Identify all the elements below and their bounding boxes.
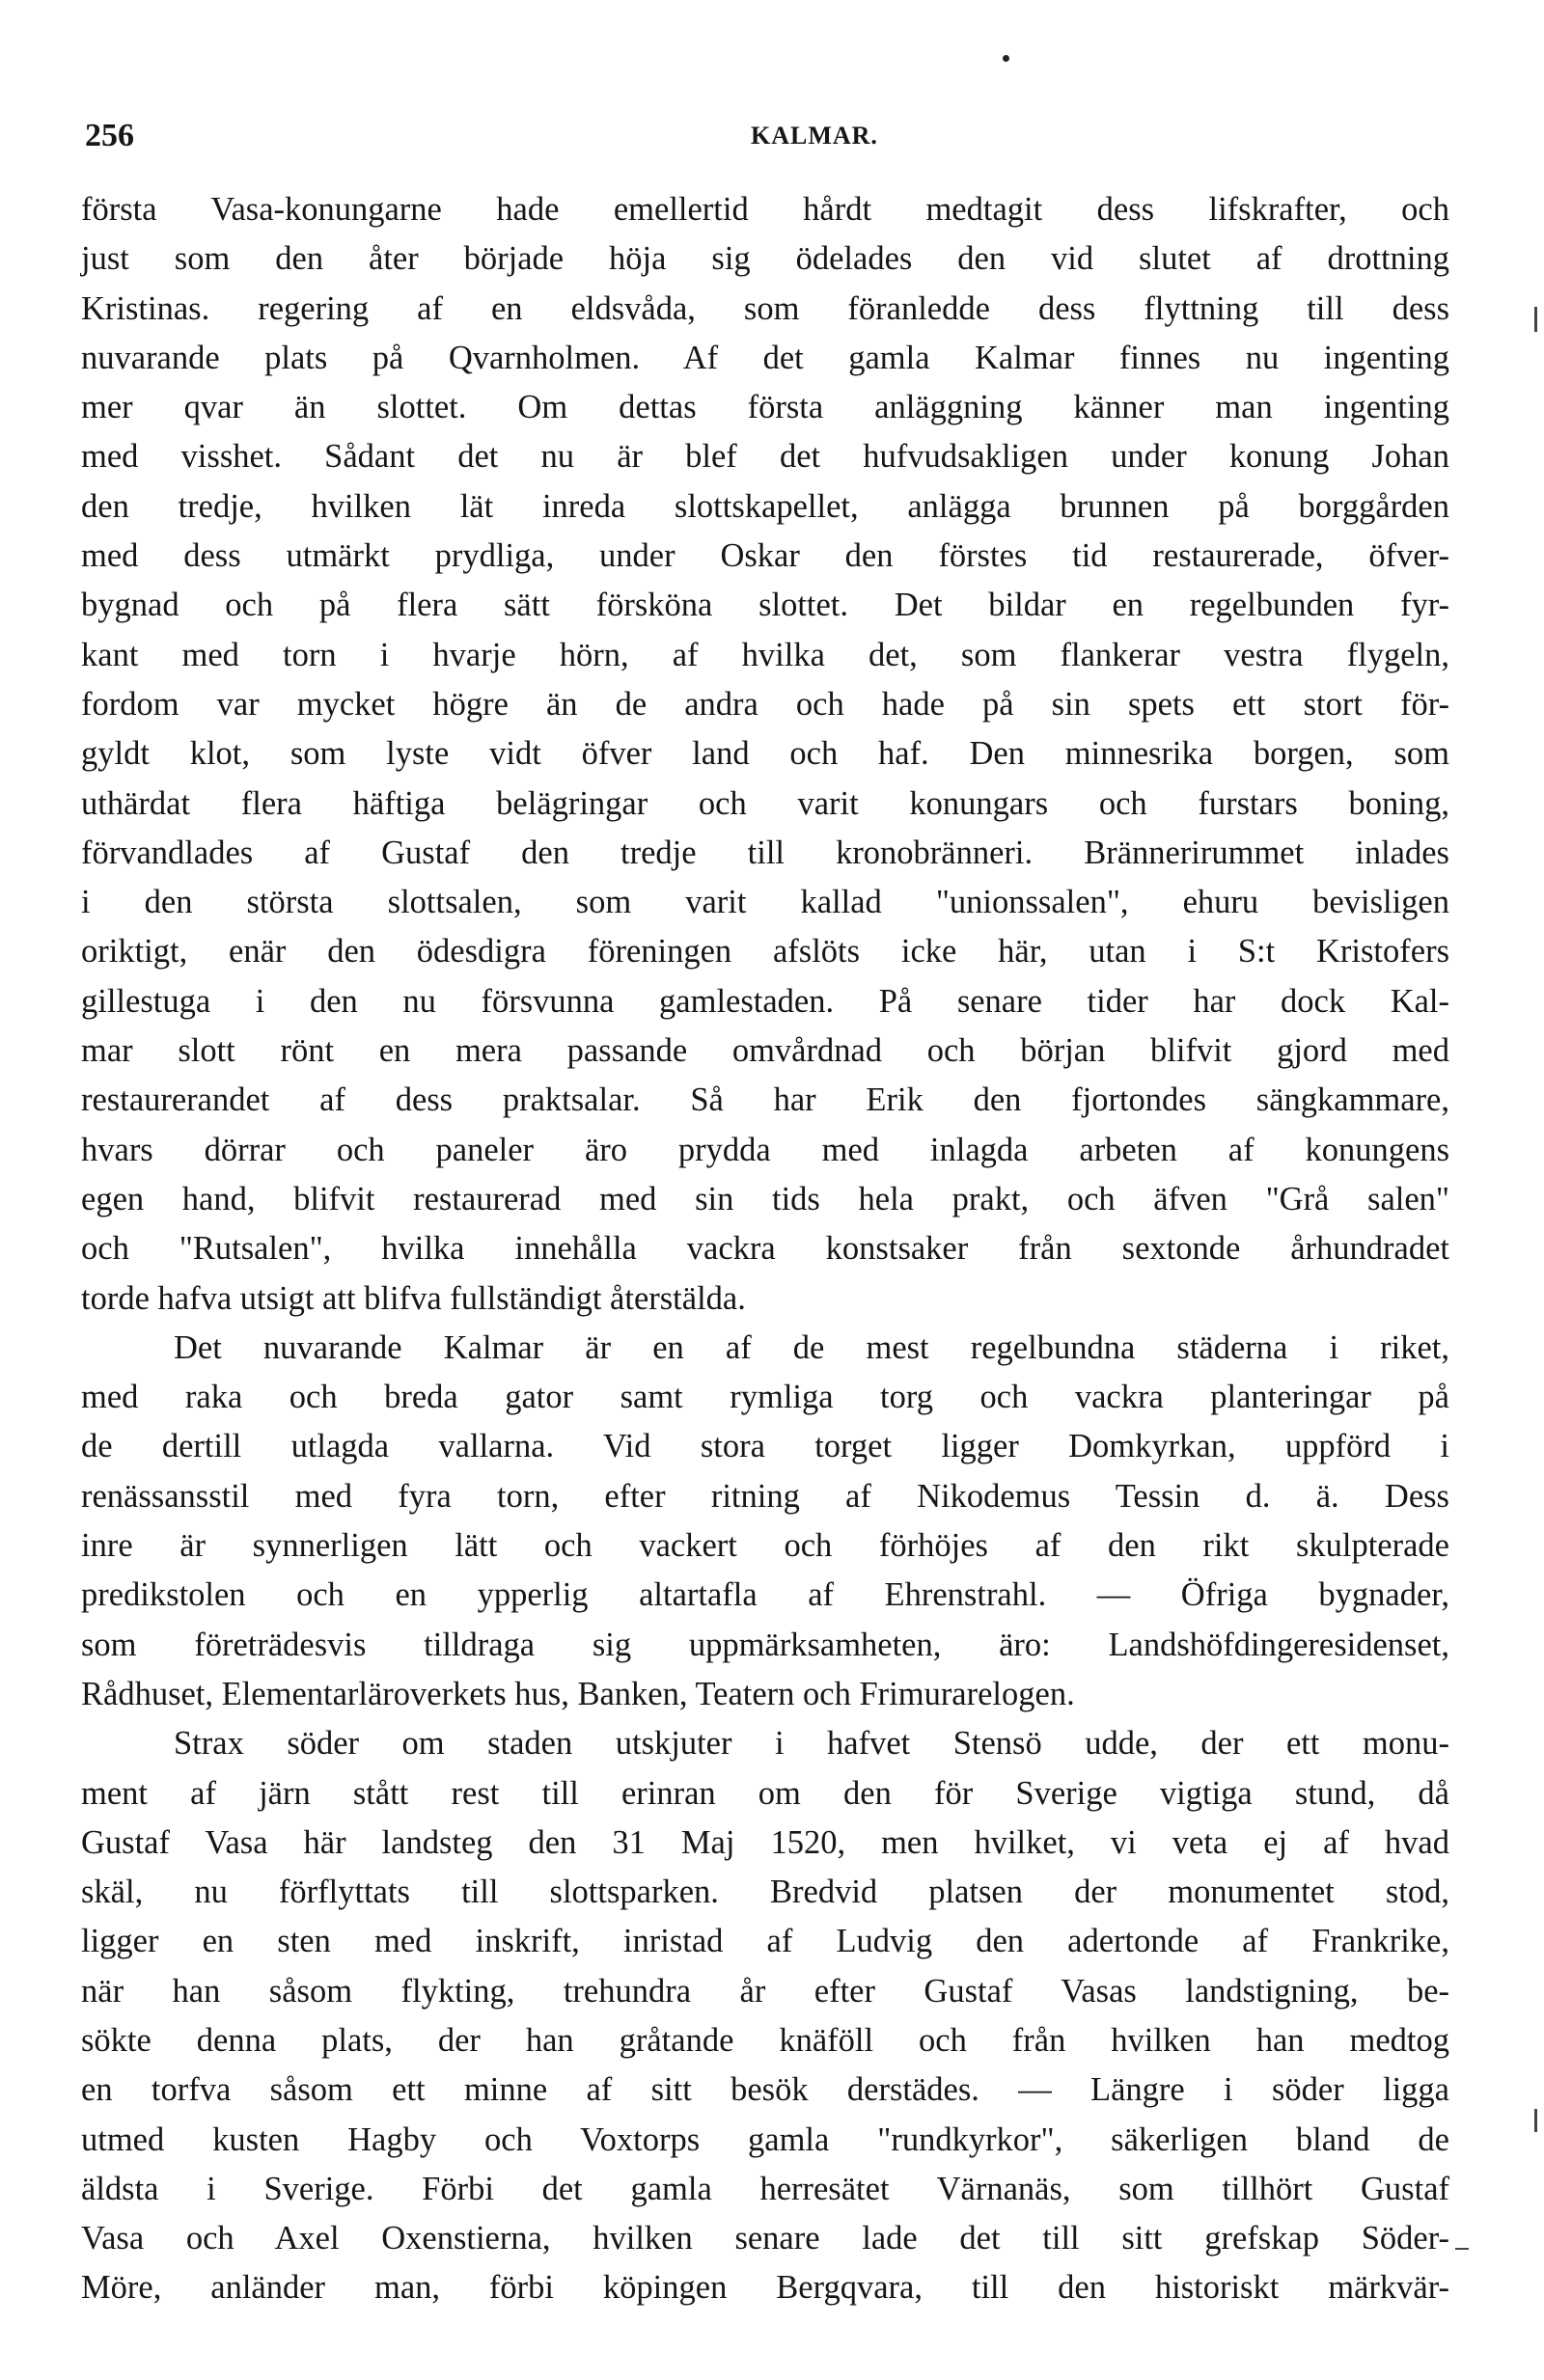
margin-mark: [1455, 2248, 1469, 2250]
text-line: egen hand, blifvit restaurerad med sin tids hela prakt, och äfven "Grå salen": [81, 1180, 1449, 1217]
text-line: den tredje, hvilken lät inreda slottskapellet, anlägga brunnen på borggården: [81, 487, 1449, 525]
text-line: med dess utmärkt prydliga, under Oskar den förstes tid restaurerade, öfver-: [81, 537, 1449, 575]
text-line: Det nuvarande Kalmar är en af de mest regelbundna städerna i riket,: [174, 1328, 1449, 1366]
text-line: Strax söder om staden utskjuter i hafvet Stensö udde, der ett monu-: [174, 1725, 1449, 1763]
text-line: Möre, anländer man, förbi köpingen Bergqvara, till den historiskt märkvär-: [81, 2269, 1449, 2307]
text-line: när han såsom flykting, trehundra år efter Gustaf Vasas landstigning, be-: [81, 1972, 1449, 2010]
text-line: första Vasa-konungarne hade emellertid hårdt medtagit dess lifskrafter, och: [81, 191, 1449, 228]
text-line: Rådhuset, Elementarläroverkets hus, Banken, Teatern och Frimurarelogen.: [81, 1675, 1075, 1712]
text-line: ligger en sten med inskrift, inristad af Ludvig den adertonde af Frankrike,: [81, 1923, 1449, 1960]
text-line: skäl, nu förflyttats till slottsparken. Bredvid platsen der monumentet stod,: [81, 1874, 1449, 1911]
text-line: mar slott rönt en mera passande omvårdnad och början blifvit gjord med: [81, 1032, 1449, 1070]
body-text: [81, 185, 1449, 2313]
text-line: och "Rutsalen", hvilka innehålla vackra konstsaker från sextonde århundradet: [81, 1230, 1449, 1268]
text-line: äldsta i Sverige. Förbi det gamla herresätet Värnanäs, som tillhört Gustaf: [81, 2170, 1449, 2207]
page-header: [85, 118, 1455, 156]
text-line: som företrädesvis tilldraga sig uppmärksamheten, äro: Landshöfdingeresidenset,: [81, 1626, 1449, 1663]
margin-mark: [1534, 2109, 1537, 2132]
text-line: nuvarande plats på Qvarnholmen. Af det gamla Kalmar finnes nu ingenting: [81, 339, 1449, 376]
text-line: hvars dörrar och paneler äro prydda med inlagda arbeten af konungens: [81, 1131, 1449, 1168]
text-line: ment af järn stått rest till erinran om den för Sverige vigtiga stund, då: [81, 1774, 1449, 1812]
text-line: renässansstil med fyra torn, efter ritning af Nikodemus Tessin d. ä. Dess: [81, 1477, 1449, 1515]
text-line: fordom var mycket högre än de andra och hade på sin spets ett stort för-: [81, 685, 1449, 723]
text-line: torde hafva utsigt att blifva fullständigt återstälda.: [81, 1279, 746, 1317]
page-number: 256: [85, 118, 134, 153]
text-line: i den största slottsalen, som varit kallad "unionssalen", ehuru bevisligen: [81, 884, 1449, 921]
text-line: mer qvar än slottet. Om dettas första anläggning känner man ingenting: [81, 389, 1449, 426]
text-line: kant med torn i hvarje hörn, af hvilka det, som flankerar vestra flygeln,: [81, 636, 1449, 673]
text-line: gillestuga i den nu försvunna gamlestaden. På senare tider har dock Kal-: [81, 982, 1449, 1020]
text-line: sökte denna plats, der han gråtande knäföll och från hvilken han medtog: [81, 2021, 1449, 2059]
running-head: KALMAR.: [751, 122, 878, 150]
margin-mark: [1534, 307, 1537, 332]
text-line: med raka och breda gator samt rymliga torg och vackra planteringar på: [81, 1379, 1449, 1416]
text-line: bygnad och på flera sätt försköna slottet. Det bildar en regelbunden fyr-: [81, 587, 1449, 624]
text-line: utmed kusten Hagby och Voxtorps gamla "rundkyrkor", säkerligen bland de: [81, 2120, 1449, 2158]
text-line: uthärdat flera häftiga belägringar och varit konungars och furstars boning,: [81, 784, 1449, 822]
text-line: med visshet. Sådant det nu är blef det hufvudsakligen under konung Johan: [81, 438, 1449, 476]
text-line: oriktigt, enär den ödesdigra föreningen afslöts icke här, utan i S:t Kristofers: [81, 933, 1449, 971]
text-line: en torfva såsom ett minne af sitt besök derstädes. — Längre i söder ligga: [81, 2071, 1449, 2109]
text-line: just som den åter började höja sig ödelades den vid slutet af drottning: [81, 240, 1449, 278]
text-line: de dertill utlagda vallarna. Vid stora torget ligger Domkyrkan, uppförd i: [81, 1428, 1449, 1465]
text-line: Vasa och Axel Oxenstierna, hvilken senare lade det till sitt grefskap Söder-: [81, 2220, 1449, 2257]
print-speck: [1003, 55, 1009, 62]
text-line: förvandlades af Gustaf den tredje till kronobränneri. Brännerirummet inlades: [81, 834, 1449, 871]
text-line: Gustaf Vasa här landsteg den 31 Maj 1520, men hvilket, vi veta ej af hvad: [81, 1823, 1449, 1861]
text-line: gyldt klot, som lyste vidt öfver land och haf. Den minnesrika borgen, som: [81, 735, 1449, 773]
text-line: Kristinas. regering af en eldsvåda, som föranledde dess flyttning till dess: [81, 289, 1449, 327]
text-line: predikstolen och en ypperlig altartafla af Ehrenstrahl. — Öfriga bygnader,: [81, 1576, 1449, 1614]
text-line: inre är synnerligen lätt och vackert och förhöjes af den rikt skulpterade: [81, 1527, 1449, 1565]
text-line: restaurerandet af dess praktsalar. Så har Erik den fjortondes sängkammare,: [81, 1081, 1449, 1119]
